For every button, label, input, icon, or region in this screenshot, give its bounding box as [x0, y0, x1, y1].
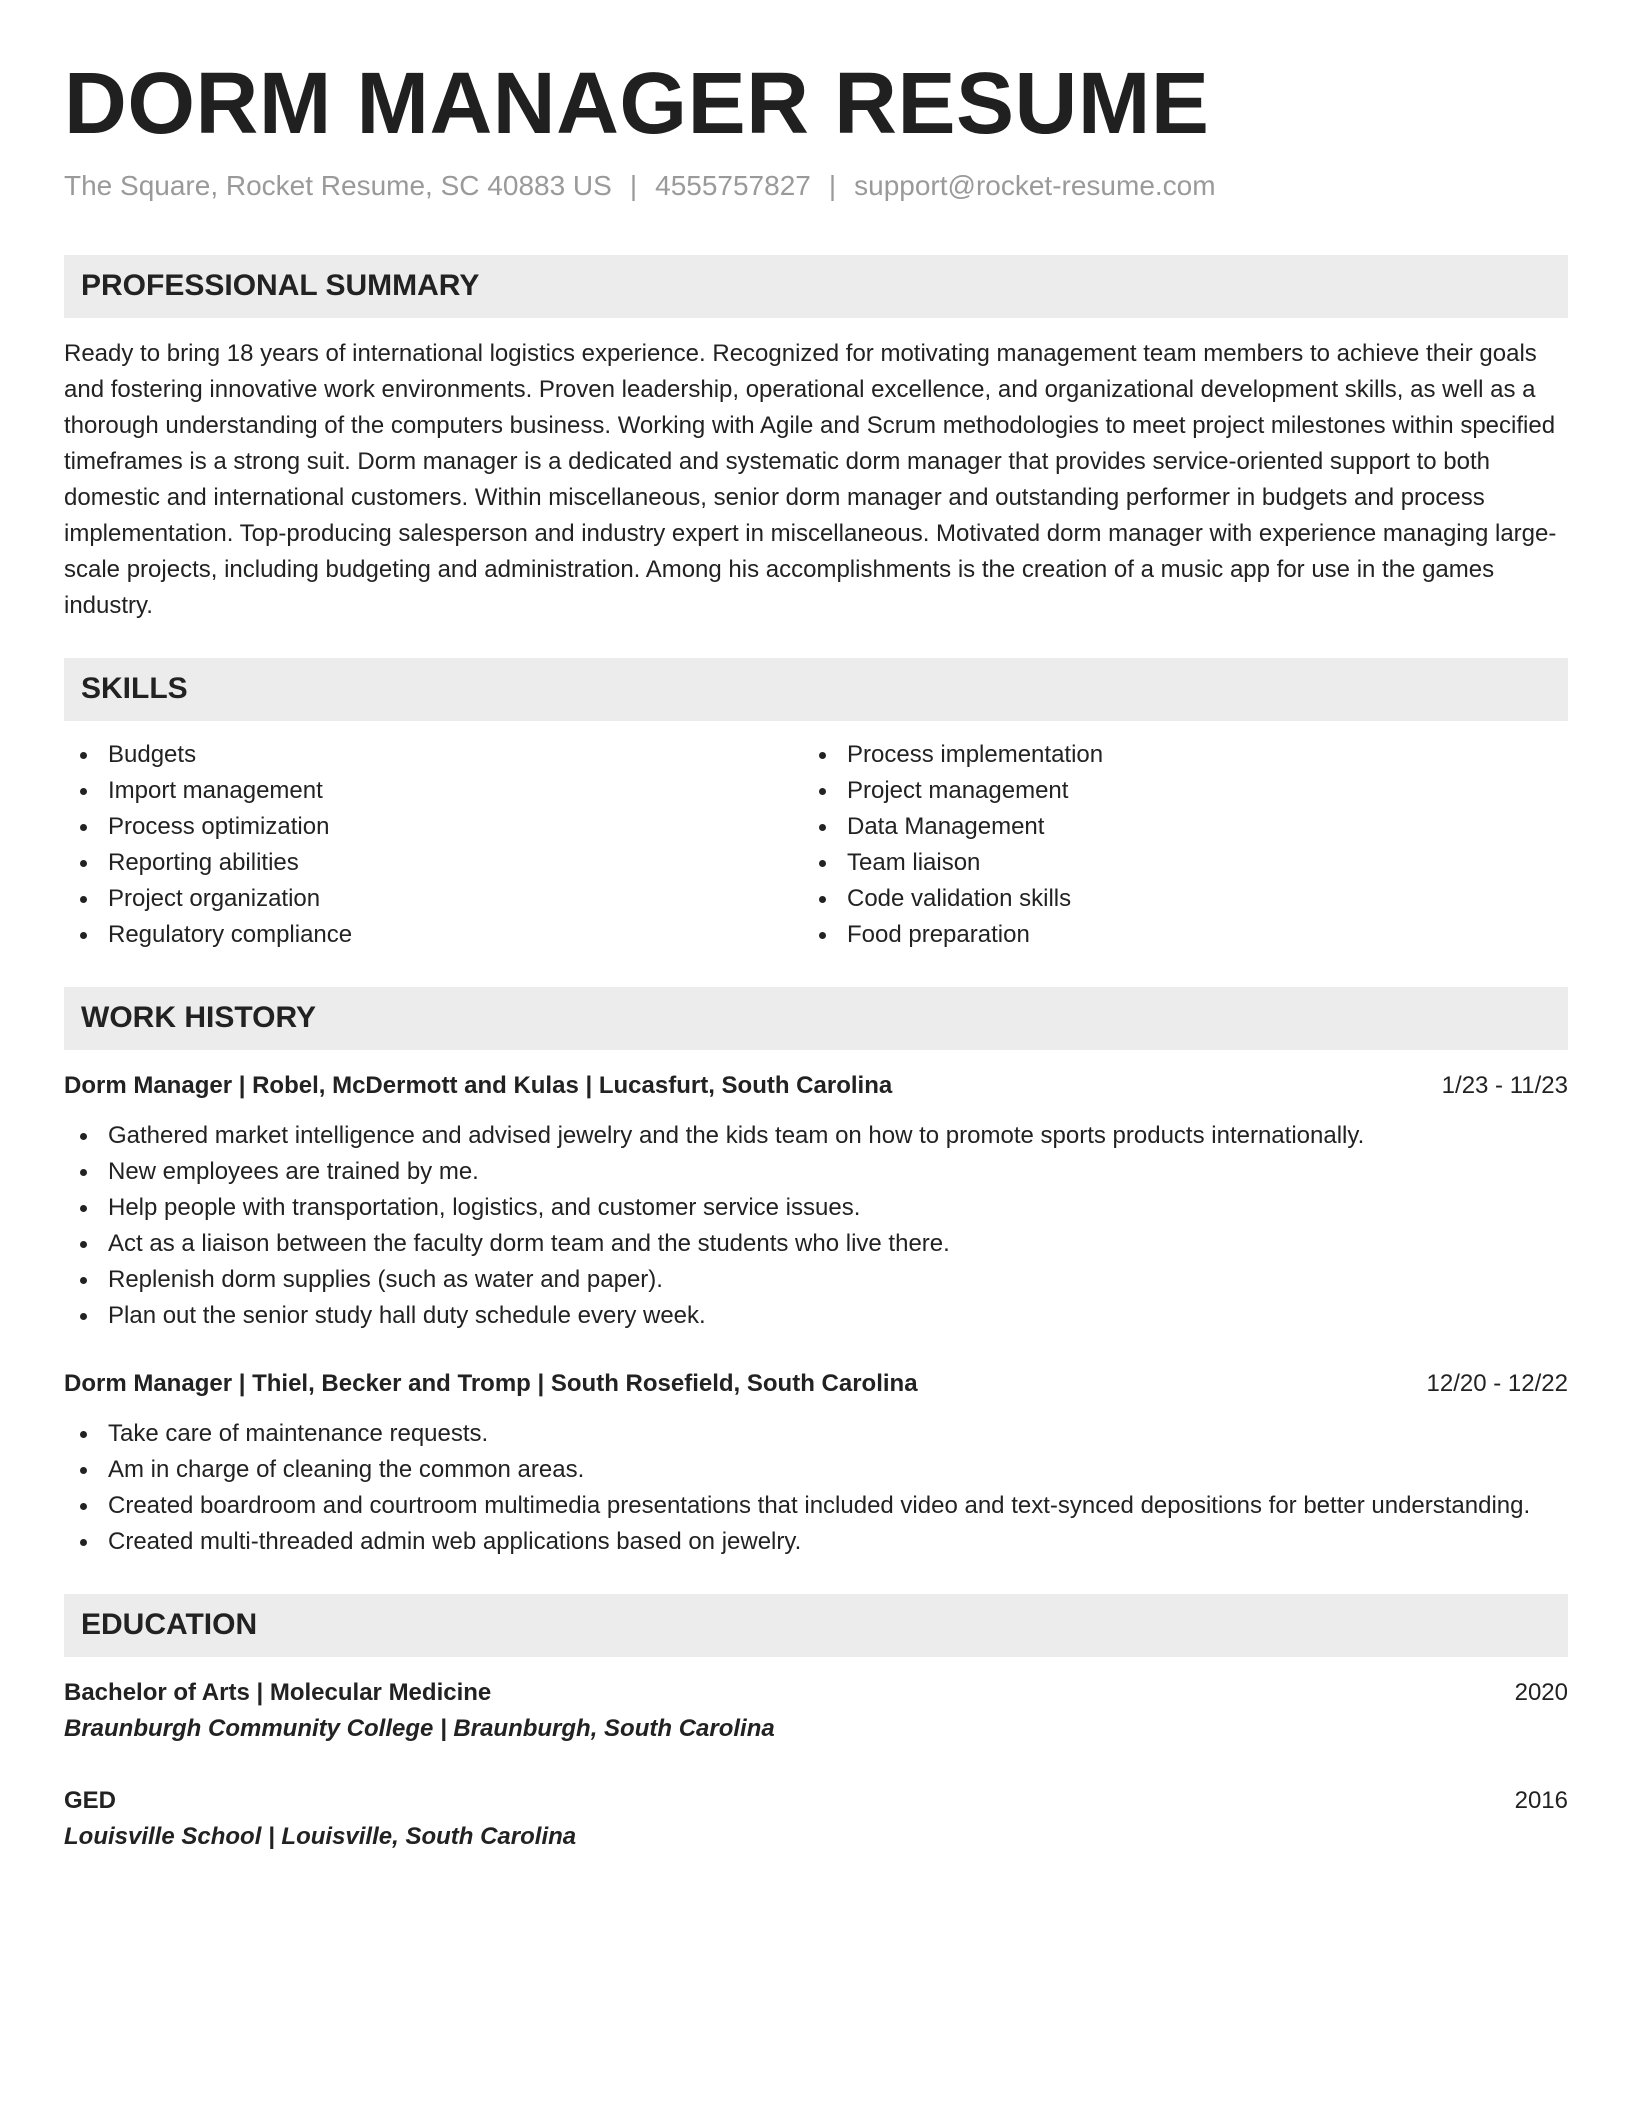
job-entry — [64, 1068, 1568, 1334]
education-entry — [64, 1675, 1568, 1747]
skills-column-right — [803, 737, 1542, 953]
degree-title: GED — [64, 1786, 117, 1814]
contact-separator: | — [629, 170, 638, 201]
graduation-year: 2016 — [1514, 1786, 1568, 1814]
education-heading: EDUCATION — [64, 1594, 1568, 1657]
contact-address: The Square, Rocket Resume, SC 40883 US — [64, 170, 612, 201]
education-header — [64, 1675, 1568, 1711]
skills-list — [64, 737, 1568, 953]
summary-text: Ready to bring 18 years of international logistics experience. Recognized for motivating management team members to achieve their goals and fostering innovative work environments. Proven leadership, operational excellence, and organizational development skills, as well as a thorough understanding of the computers business. Working with Agile and Scrum methodologies to meet project milestones within specified timeframes is a strong suit. Dorm manager is a dedicated and systematic dorm manager that provides service-oriented support to both domestic and international customers. Within miscellaneous, senior dorm manager and outstanding performer in budgets and process implementation. Top-producing salesperson and industry expert in miscellaneous. Motivated dorm manager with experience managing large-scale projects, including budgeting and administration. Among his accomplishments is the creation of a music app for use in the games industry. — [64, 339, 1557, 619]
school-name: Louisville School | Louisville, South Carolina — [64, 1822, 577, 1850]
education-header — [64, 1783, 1568, 1819]
skill-item: Process optimization — [64, 809, 803, 845]
contact-separator: | — [828, 170, 837, 201]
job-dates: 12/20 - 12/22 — [1426, 1369, 1568, 1397]
job-bullet: Replenish dorm supplies (such as water and paper). — [64, 1262, 1568, 1298]
job-bullets — [64, 1118, 1568, 1334]
job-title: Dorm Manager | Robel, McDermott and Kulas | Lucasfurt, South Carolina — [64, 1071, 893, 1099]
degree-title: Bachelor of Arts | Molecular Medicine — [64, 1678, 492, 1706]
job-bullets — [64, 1416, 1568, 1560]
job-title: Dorm Manager | Thiel, Becker and Tromp | South Rosefield, South Carolina — [64, 1369, 918, 1397]
resume-title: DORM MANAGER RESUME — [64, 55, 1210, 152]
skill-item: Project organization — [64, 881, 803, 917]
job-bullet: Help people with transportation, logistics, and customer service issues. — [64, 1190, 1568, 1226]
contact-email: support@rocket-resume.com — [854, 170, 1216, 201]
skill-item: Budgets — [64, 737, 803, 773]
summary-heading: PROFESSIONAL SUMMARY — [64, 255, 1568, 318]
skill-item: Code validation skills — [803, 881, 1542, 917]
job-bullet: New employees are trained by me. — [64, 1154, 1568, 1190]
skill-item: Team liaison — [803, 845, 1542, 881]
job-bullet: Take care of maintenance requests. — [64, 1416, 1568, 1452]
contact-phone: 4555757827 — [655, 170, 811, 201]
skills-heading: SKILLS — [64, 658, 1568, 721]
skills-column-left — [64, 737, 803, 953]
skill-item: Reporting abilities — [64, 845, 803, 881]
school-name: Braunburgh Community College | Braunburgh, South Carolina — [64, 1714, 775, 1742]
job-bullet: Gathered market intelligence and advised jewelry and the kids team on how to promote sports products internationally. — [64, 1118, 1568, 1154]
job-entry — [64, 1366, 1568, 1560]
job-bullet: Created boardroom and courtroom multimedia presentations that included video and text-synced depositions for better understanding. — [64, 1488, 1568, 1524]
skill-item: Import management — [64, 773, 803, 809]
skill-item: Regulatory compliance — [64, 917, 803, 953]
skill-item: Food preparation — [803, 917, 1542, 953]
skill-item: Process implementation — [803, 737, 1542, 773]
graduation-year: 2020 — [1514, 1678, 1568, 1706]
job-bullet: Plan out the senior study hall duty schedule every week. — [64, 1298, 1568, 1334]
job-bullet: Created multi-threaded admin web applications based on jewelry. — [64, 1524, 1568, 1560]
job-bullet: Act as a liaison between the faculty dorm team and the students who live there. — [64, 1226, 1568, 1262]
job-bullet: Am in charge of cleaning the common areas. — [64, 1452, 1568, 1488]
skill-item: Project management — [803, 773, 1542, 809]
education-entry — [64, 1783, 1568, 1855]
work-history-heading: WORK HISTORY — [64, 987, 1568, 1050]
job-header — [64, 1366, 1568, 1402]
skill-item: Data Management — [803, 809, 1542, 845]
job-header — [64, 1068, 1568, 1104]
job-dates: 1/23 - 11/23 — [1441, 1071, 1568, 1099]
contact-line — [64, 169, 1568, 203]
